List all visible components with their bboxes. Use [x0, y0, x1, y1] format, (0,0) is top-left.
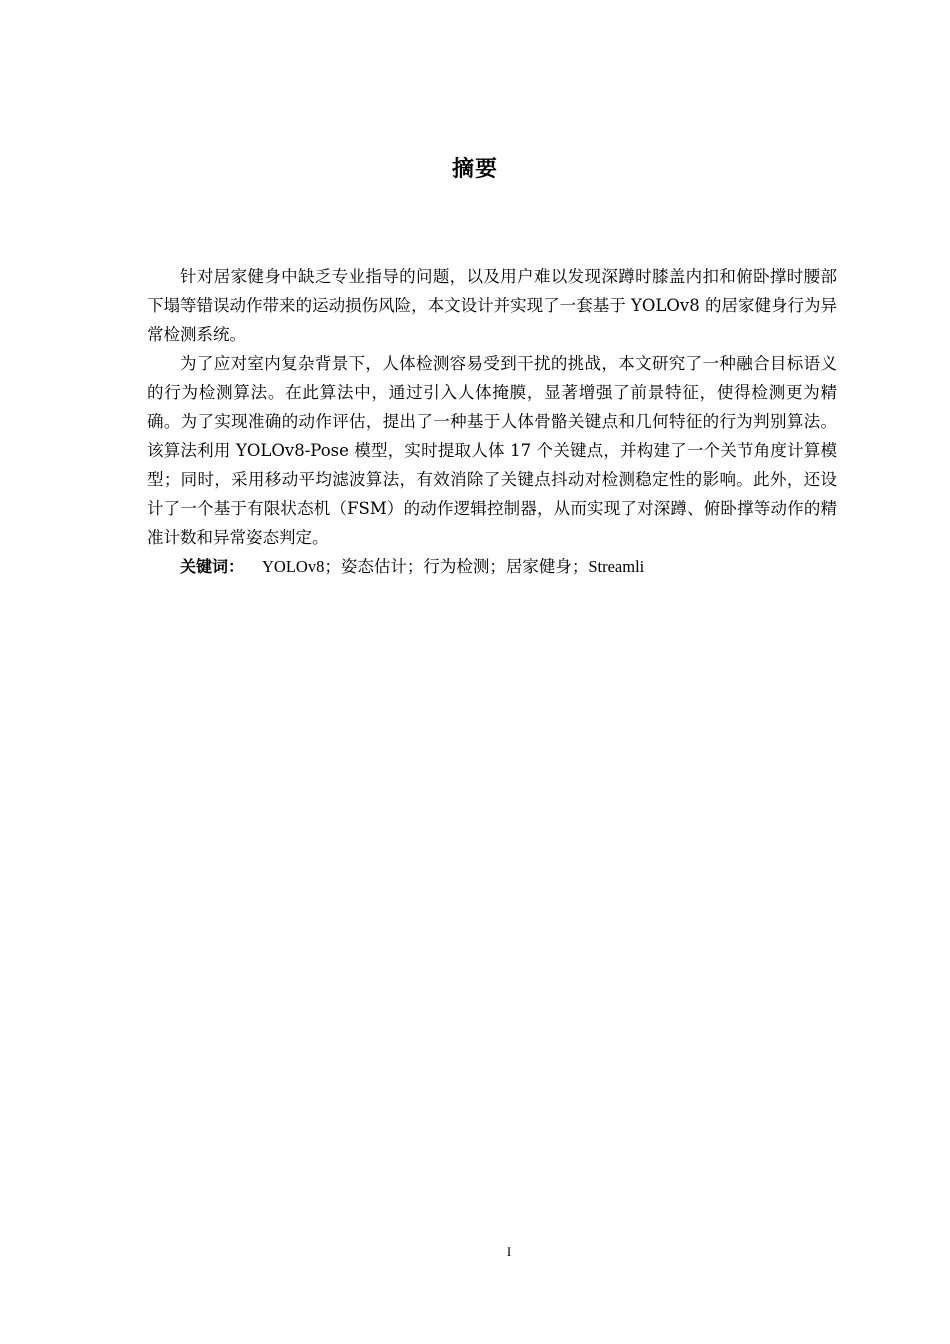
keywords-label: 关键词：: [180, 557, 245, 576]
keywords-line: [147, 552, 837, 581]
keywords-text: YOLOv8；姿态估计；行为检测；居家健身；Streamli: [262, 557, 645, 576]
page-number: I: [506, 1244, 512, 1259]
abstract-paragraph-2: 为了应对室内复杂背景下，人体检测容易受到干扰的挑战，本文研究了一种融合目标语义的行为检测算法。在此算法中，通过引入人体掩膜，显著增强了前景特征，使得检测更为精确。为了实现准确的动作评估，提出了一种基于人体骨骼关键点和几何特征的行为判别算法。该算法利用 YOLOv8-Pose 模型，实时提取人体 17 个关键点，并构建了一个关节角度计算模型；同时，采用移动平均滤波算法，有效消除了关键点抖动对检测稳定性的影响。此外，还设计了一个基于有限状态机（FSM）的动作逻辑控制器，从而实现了对深蹲、俯卧撑等动作的精准计数和异常姿态判定。: [147, 354, 837, 547]
page-title: 摘要: [451, 157, 498, 182]
abstract-paragraph-1: 针对居家健身中缺乏专业指导的问题，以及用户难以发现深蹲时膝盖内扣和俯卧撑时腰部下塌等错误动作带来的运动损伤风险，本文设计并实现了一套基于 YOLOv8 的居家健身行为异常检测系统。: [147, 267, 837, 344]
abstract-body: [147, 262, 837, 581]
